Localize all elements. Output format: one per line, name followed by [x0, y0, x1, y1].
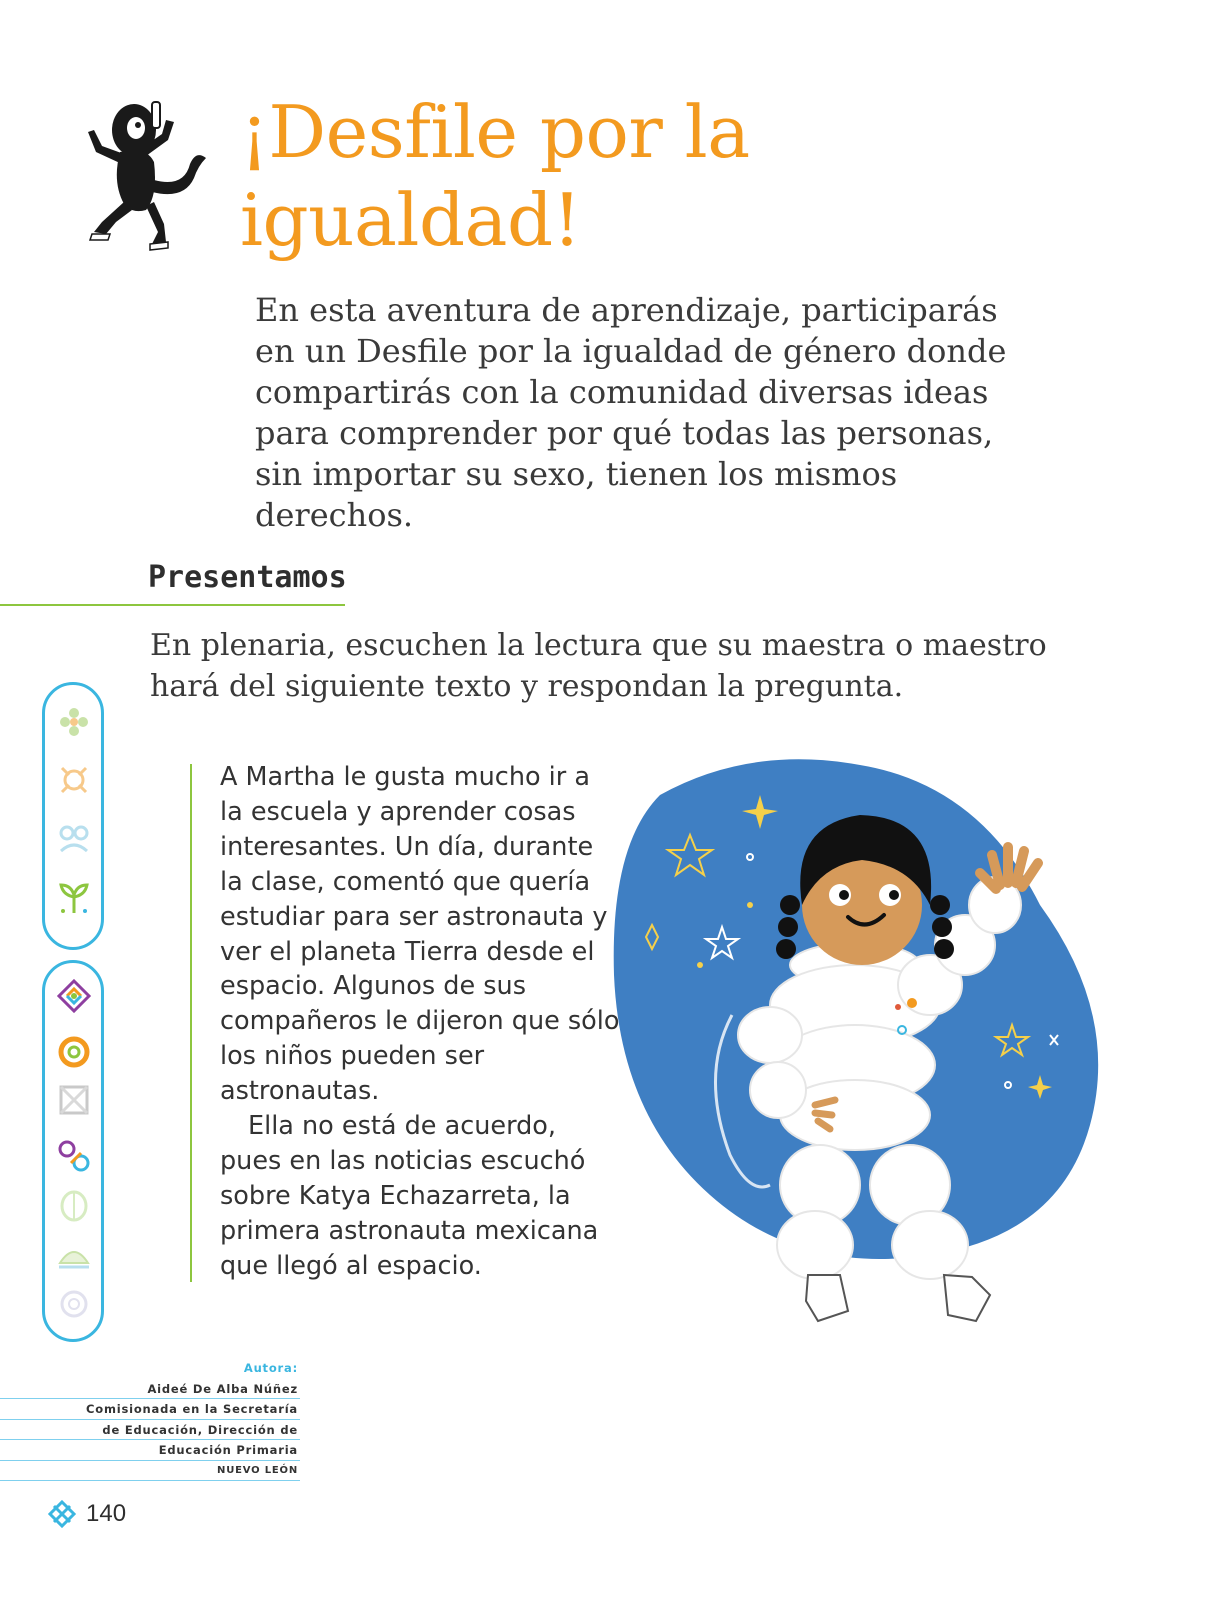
- sun-figure-icon: [57, 763, 91, 797]
- leaf-icon: [57, 1189, 91, 1223]
- sprout-icon: [57, 881, 91, 915]
- author-credits: [0, 1358, 300, 1481]
- title-line-2: igualdad!: [240, 178, 581, 262]
- credit-line: Aideé De Alba Núñez: [0, 1379, 300, 1400]
- ring-icon: [57, 1287, 91, 1321]
- dome-icon: [57, 1239, 91, 1273]
- diamond-knot-icon: [57, 979, 91, 1013]
- story-paragraph-2: Ella no está de acuerdo, pues en las noticias escuchó sobre Katya Echazarreta, la primera astronauta mexicana que llegó al espacio.: [220, 1111, 599, 1281]
- credit-line: NUEVO LEÓN: [0, 1461, 300, 1482]
- linked-circles-icon: [57, 1139, 91, 1173]
- spiral-icon: [57, 1035, 91, 1069]
- side-icon-group-1: [42, 682, 104, 950]
- story-divider: [190, 764, 192, 1282]
- section-divider: [0, 604, 345, 606]
- intro-paragraph: En esta aventura de aprendizaje, participarás en un Desfile por la igualdad de género donde compartirás con la comunidad diversas ideas para comprender por qué todas las personas, sin importar su sexo, tienen los mismos derechos.: [255, 291, 1007, 534]
- geometric-knot-icon: [48, 1500, 76, 1528]
- title-line-1: ¡Desfile por la: [240, 90, 750, 174]
- credits-label: Autora:: [243, 1361, 298, 1375]
- figures-icon: [57, 821, 91, 855]
- credit-line: de Educación, Dirección de: [0, 1420, 300, 1441]
- side-icon-group-2: [42, 960, 104, 1342]
- credit-line: Educación Primaria: [0, 1440, 300, 1461]
- crossed-square-icon: [57, 1083, 91, 1117]
- page-title: [240, 88, 1000, 264]
- astronaut-girl-illustration: [600, 755, 1120, 1335]
- flower-icon: [57, 705, 91, 739]
- section-title: Presentamos: [148, 560, 347, 595]
- page-number: 140: [86, 1500, 127, 1527]
- story-paragraph-1: A Martha le gusta mucho ir a la escuela y aprender cosas interesantes. Un día, durante la clase, comentó que quería estudiar para ser astronauta y ver el planeta Tierra desde el espacio. Algunos de sus compañeros le dijeron que sólo los niños pueden ser astronautas.: [220, 762, 620, 1107]
- instruction-paragraph: En plenaria, escuchen la lectura que su maestra o maestro hará del siguiente texto y respondan la pregunta.: [150, 628, 1047, 704]
- credit-line: Comisionada en la Secretaría: [0, 1399, 300, 1420]
- story-text: [220, 760, 620, 1284]
- dancing-figure-icon: [72, 92, 212, 252]
